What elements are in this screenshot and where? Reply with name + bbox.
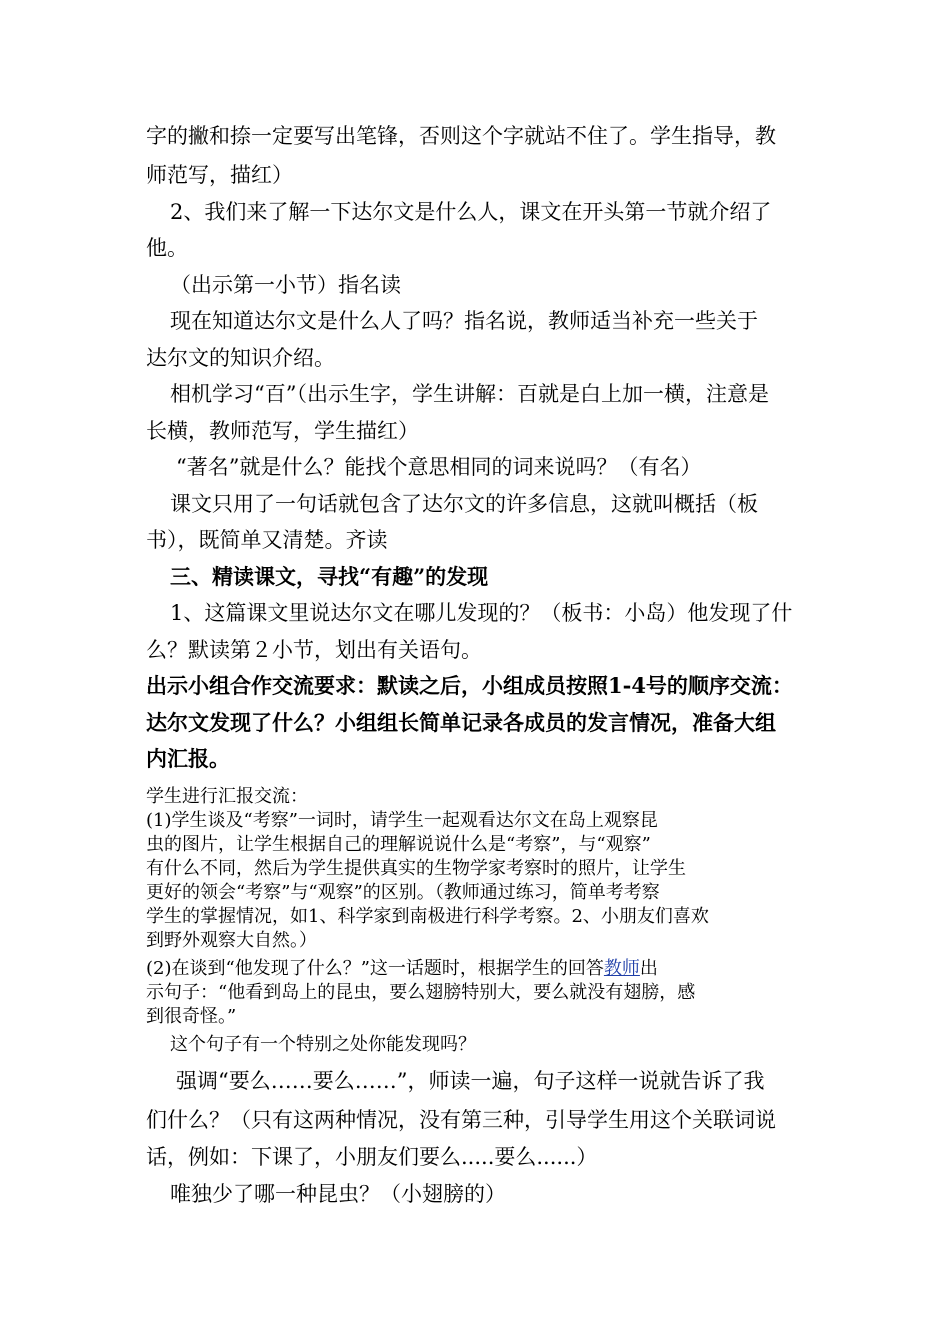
text-line: 达尔文的知识介绍。 (146, 346, 335, 370)
text-line: “著名”就是什么？能找个意思相同的词来说吗？（有名） (176, 455, 702, 479)
teacher-link[interactable]: 教师 (603, 958, 640, 979)
text-line: 课文只用了一句话就包含了达尔文的许多信息，这就叫概括（板 (170, 492, 758, 516)
text-line: 虫的图片，让学生根据自己的理解说说什么是“考察”，与“观察” (146, 834, 651, 855)
text-line: 相机学习“百”（出示生字，学生讲解：百就是白上加一横，注意是 (170, 382, 769, 406)
text-line: 到很奇怪。” (146, 1006, 237, 1027)
bold-requirement-line: 达尔文发现了什么？小组组长简单记录各成员的发言情况，准备大组 (146, 710, 776, 735)
text-segment: (2)在谈到“他发现了什么？”这一话题时，根据学生的回答 (146, 958, 604, 979)
bold-requirement-line: 出示小组合作交流要求：默读之后，小组成员按照1-4号的顺序交流： (146, 673, 793, 698)
section-heading: 三、精读课文，寻找“有趣”的发现 (170, 564, 489, 589)
text-line: 现在知道达尔文是什么人了吗？指名说，教师适当补充一些关于 (170, 309, 758, 333)
text-line: (1)学生谈及“考察”一词时，请学生一起观看达尔文在岛上观察昆 (146, 810, 658, 831)
text-line: 话，例如：下课了，小朋友们要么.....要么......） (146, 1145, 598, 1169)
text-line: 这个句子有一个特别之处你能发现吗？ (170, 1034, 476, 1055)
text-line: 学生的掌握情况，如1、科学家到南极进行科学考察。2、小朋友们喜欢 (146, 906, 709, 927)
text-line: 们什么？（只有这两种情况，没有第三种，引导学生用这个关联词说 (146, 1108, 776, 1132)
bold-requirement-line: 内汇报。 (146, 746, 230, 771)
text-line: （出示第一小节）指名读 (170, 273, 401, 297)
text-line: 师范写，描红） (146, 163, 293, 187)
text-line: 更好的领会“考察”与“观察”的区别。（教师通过练习，简单考考察 (146, 882, 660, 903)
text-line: 到野外观察大自然。） (146, 930, 317, 951)
text-line: 他。 (146, 236, 188, 260)
text-line: 长横，教师范写，学生描红） (146, 419, 419, 443)
text-line: 1、这篇课文里说达尔文在哪儿发现的？（板书：小岛）他发现了什 (170, 601, 793, 625)
text-line: 示句子：“他看到岛上的昆虫，要么翅膀特别大，要么就没有翅膀，感 (146, 982, 696, 1003)
text-line: 唯独少了哪一种昆虫？（小翅膀的） (170, 1182, 506, 1206)
text-segment: 出 (639, 958, 658, 979)
text-line: 书），既简单又清楚。齐读 (146, 528, 388, 552)
text-line: 2、我们来了解一下达尔文是什么人，课文在开头第一节就介绍了 (170, 200, 772, 224)
text-line: 么？默读第２小节，划出有关语句。 (146, 638, 482, 662)
text-line: 强调“要么……要么……”，师读一遍，句子这样一说就告诉了我 (176, 1069, 765, 1093)
text-line: 学生进行汇报交流： (146, 786, 308, 807)
text-line: 字的撇和捺一定要写出笔锋，否则这个字就站不住了。学生指导，教 (146, 124, 776, 148)
text-line (146, 958, 658, 980)
text-line: 有什么不同，然后为学生提供真实的生物学家考察时的照片，让学生 (146, 858, 686, 879)
